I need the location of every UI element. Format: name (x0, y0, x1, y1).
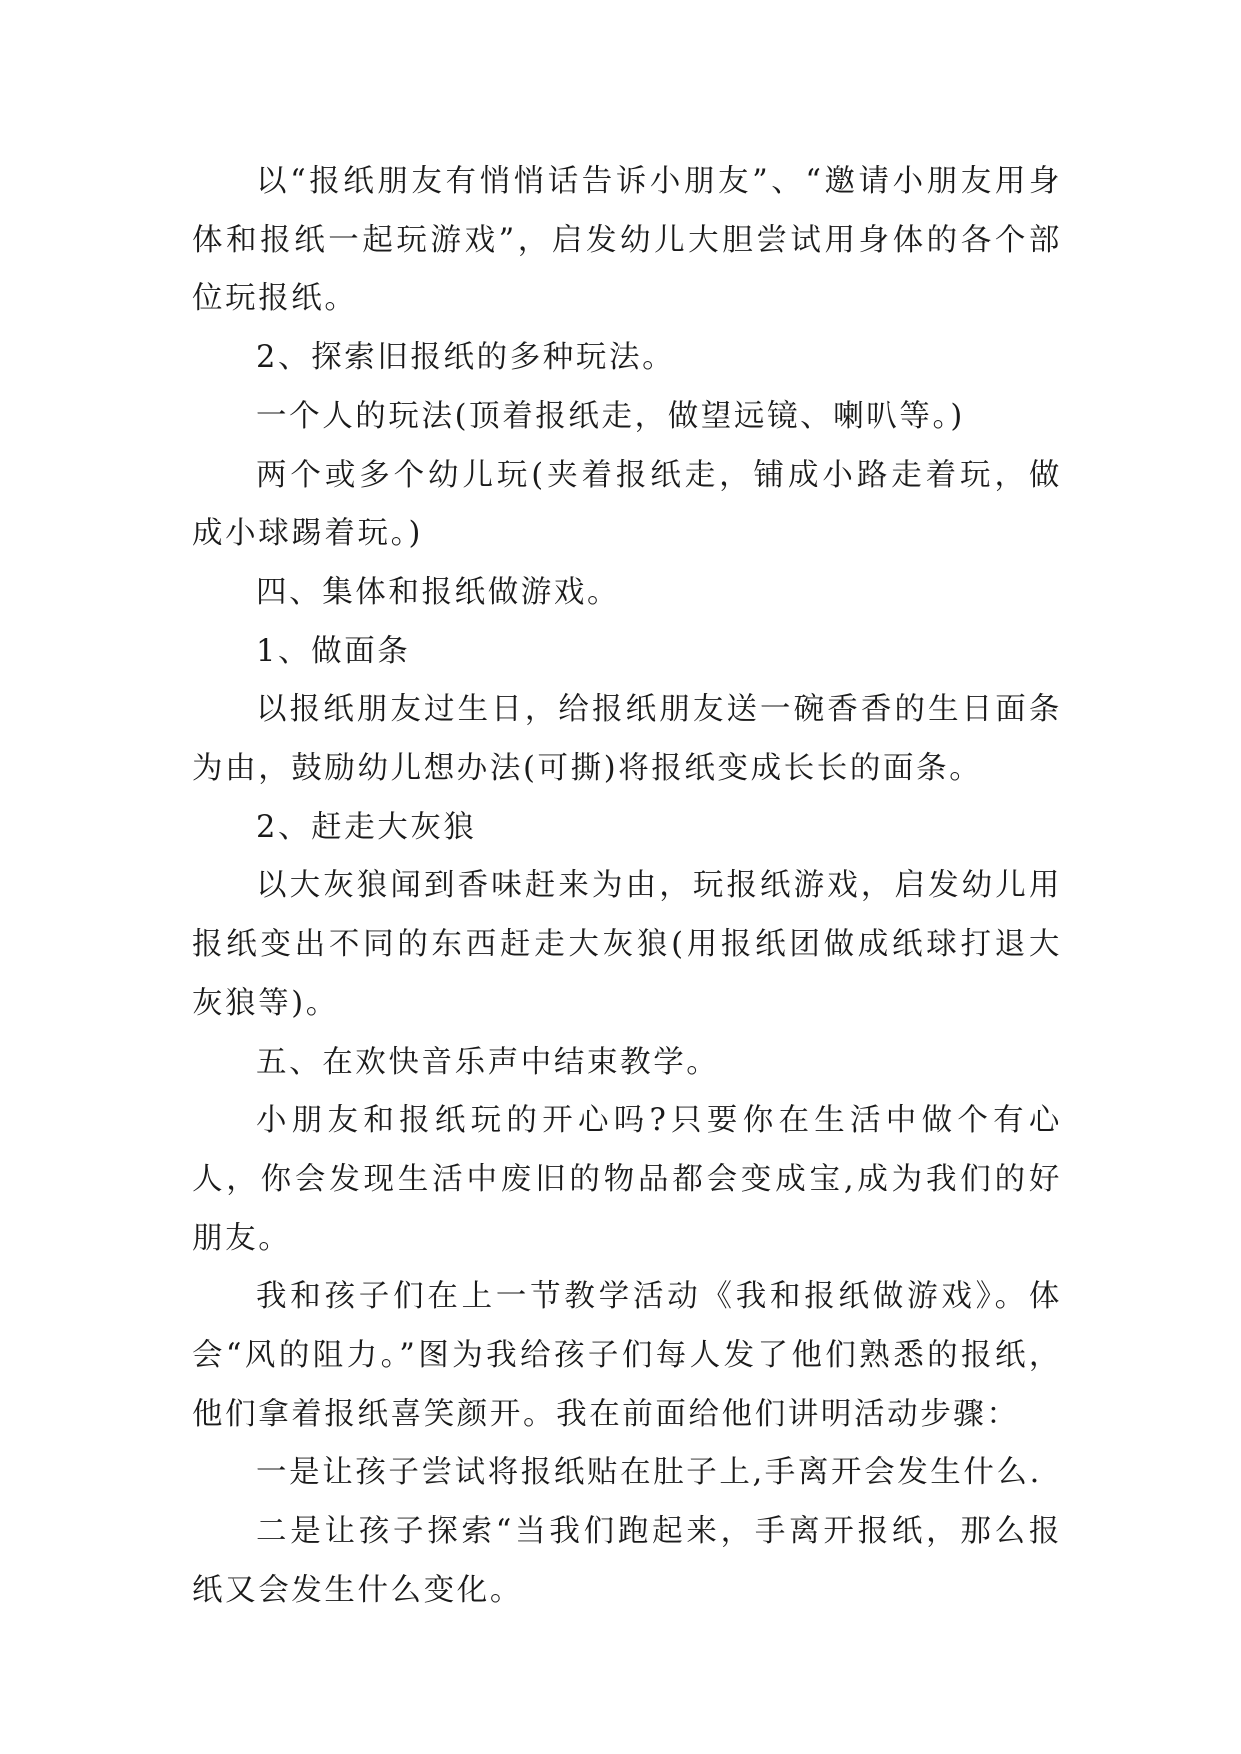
paragraph: 2、探索旧报纸的多种玩法。 (256, 340, 676, 376)
subheading: 1、做面条 (256, 633, 411, 669)
paragraph: 小朋友和报纸玩的开心吗?只要你在生活中做个有心人，你会发现生活中废旧的物品都会变成宝,成为我们的好朋友。 (192, 1103, 1062, 1256)
paragraph: 一个人的玩法(顶着报纸走，做望远镜、喇叭等。) (256, 398, 965, 434)
paragraph: 以报纸朋友过生日，给报纸朋友送一碗香香的生日面条为由，鼓励幼儿想办法(可撕)将报纸变成长长的面条。 (192, 692, 1062, 787)
section-heading: 五、在欢快音乐声中结束教学。 (256, 1044, 720, 1080)
paragraph: 二是让孩子探索“当我们跑起来，手离开报纸，那么报纸又会发生什么变化。 (192, 1514, 1062, 1608)
paragraph: 以大灰狼闻到香味赶来为由，玩报纸游戏，启发幼儿用报纸变出不同的东西赶走大灰狼(用报纸团做成纸球打退大灰狼等)。 (192, 868, 1062, 1021)
paragraph: 一是让孩子尝试将报纸贴在肚子上,手离开会发生什么. (256, 1455, 1042, 1491)
document-body (192, 153, 1062, 1621)
paragraph: 两个或多个幼儿玩(夹着报纸走，铺成小路走着玩，做成小球踢着玩。) (192, 457, 1062, 552)
paragraph: 我和孩子们在上一节教学活动《我和报纸做游戏》。体会“风的阻力。”图为我给孩子们每人发了他们熟悉的报纸，他们拿着报纸喜笑颜开。我在前面给他们讲明活动步骤： (192, 1279, 1062, 1432)
subheading: 2、赶走大灰狼 (256, 809, 477, 845)
section-heading: 四、集体和报纸做游戏。 (256, 574, 621, 610)
paragraph: 以“报纸朋友有悄悄话告诉小朋友”、“邀请小朋友用身体和报纸一起玩游戏”，启发幼儿大胆尝试用身体的各个部位玩报纸。 (192, 164, 1062, 317)
